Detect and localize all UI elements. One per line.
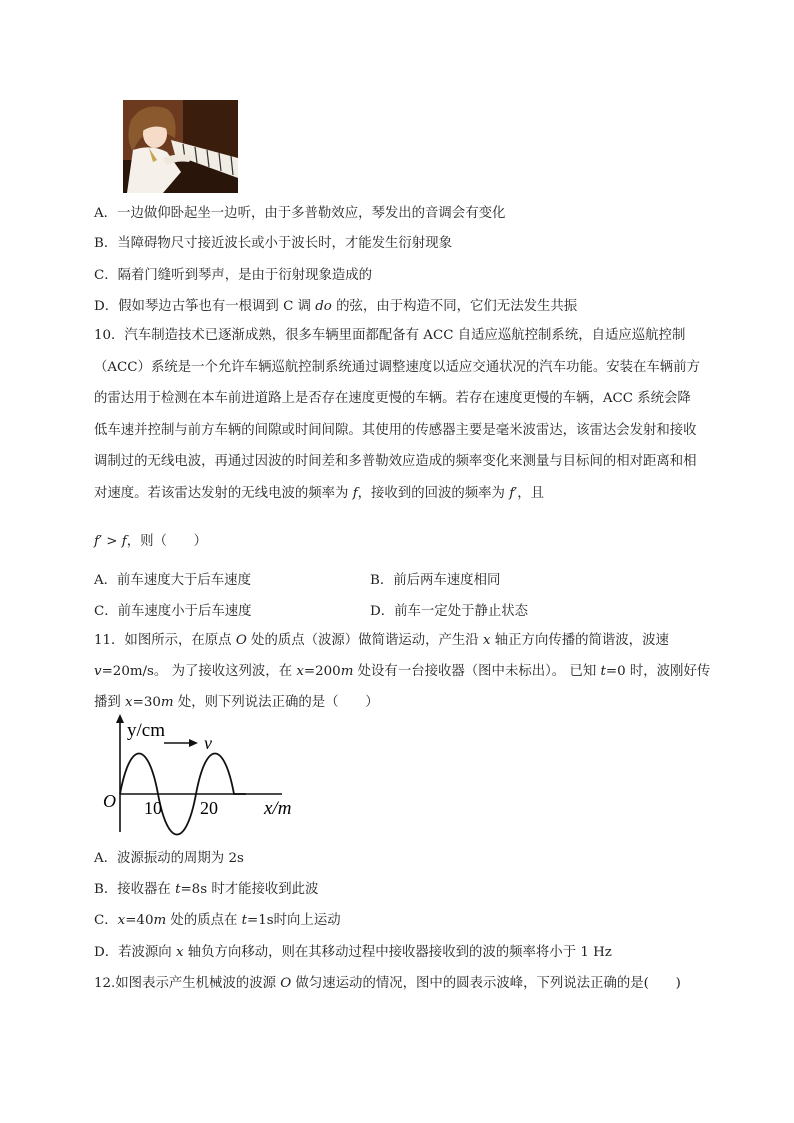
q9-option-d: D．假如琴边古筝也有一根调到 C 调 do 的弦，由于构造不同，它们无法发生共振 [94, 299, 578, 314]
q11-stem-line-2: v=20m/s。 为了接收这列波，在 x=200m 处设有一台接收器（图中未标出）。 已知 t=0 时，波刚好传 [94, 664, 711, 679]
q11-option-d: D．若波源向 x 轴负方向移动，则在其移动过程中接收器接收到的波的频率将小于 1 Hz [94, 945, 612, 960]
velocity-arrowhead [189, 739, 198, 747]
y-axis-arrowhead [116, 714, 124, 723]
q11-option-b: B．接收器在 t=8s 时才能接收到此波 [94, 882, 319, 897]
q11-option-a: A．波源振动的周期为 2s [94, 851, 244, 866]
q11-option-c: C．x=40m 处的质点在 t=1s时向上运动 [94, 913, 341, 928]
wave-graph [100, 714, 310, 844]
x-axis-label: x/m [264, 798, 292, 819]
x-tick-20: 20 [200, 798, 218, 818]
q9-option-c: C．隔着门缝听到琴声，是由于衍射现象造成的 [94, 268, 373, 283]
q10-option-d: D．前车一定处于静止状态 [370, 604, 529, 619]
q11-stem-line-1: 11．如图所示，在原点 O 处的质点（波源）做简谐运动，产生沿 x 轴正方向传播的简谐波，波速 [94, 633, 669, 648]
q10-option-c: C．前车速度小于后车速度 [94, 604, 252, 619]
q10-condition: f′ > f，则（ ） [94, 534, 208, 549]
q12-stem: 12.如图表示产生机械波的波源 O 做匀速运动的情况，图中的圆表示波峰，下列说法正确的是( ) [94, 976, 681, 991]
x-tick-10: 10 [144, 798, 162, 818]
q9-option-b: B．当障碍物尺寸接近波长或小于波长时，才能发生衍射现象 [94, 236, 452, 251]
q10-stem: 10．汽车制造技术已逐渐成熟，很多车辆里面都配备有 ACC 自适应巡航控制系统，自适应巡航控制（ACC）系统是一个允许车辆巡航控制系统通过调整速度以适应交通状况的汽车功能。安装在车辆前方的雷达用于检测在本车前进道路上是否存在速度更慢的车辆。若存在速度更慢的车辆，ACC 系统会降低车速并控制与前方车辆的间隙或时间间隙。其使用的传感器主要是毫米波雷达，该雷达会发射和接收调制过的无线电波，再通过因波的时间差和多普勒效应造成的频率变化来测量与目标间的相对距离和相对速度。若该雷达发射的无线电波的频率为 f，接收到的回波的频率为 f′，且 [94, 328, 700, 501]
origin-label: O [103, 791, 116, 811]
girl-playing-piano-illustration [123, 100, 238, 193]
q10-option-b: B．前后两车速度相同 [370, 573, 501, 588]
q9-option-a: A．一边做仰卧起坐一边听，由于多普勒效应，琴发出的音调会有变化 [94, 206, 506, 221]
q11-stem-line-3: 播到 x=30m 处，则下列说法正确的是（ ） [94, 695, 379, 710]
velocity-label: v [204, 733, 212, 753]
q10-option-a: A．前车速度大于后车速度 [94, 573, 251, 588]
y-axis-label: y/cm [127, 720, 165, 741]
